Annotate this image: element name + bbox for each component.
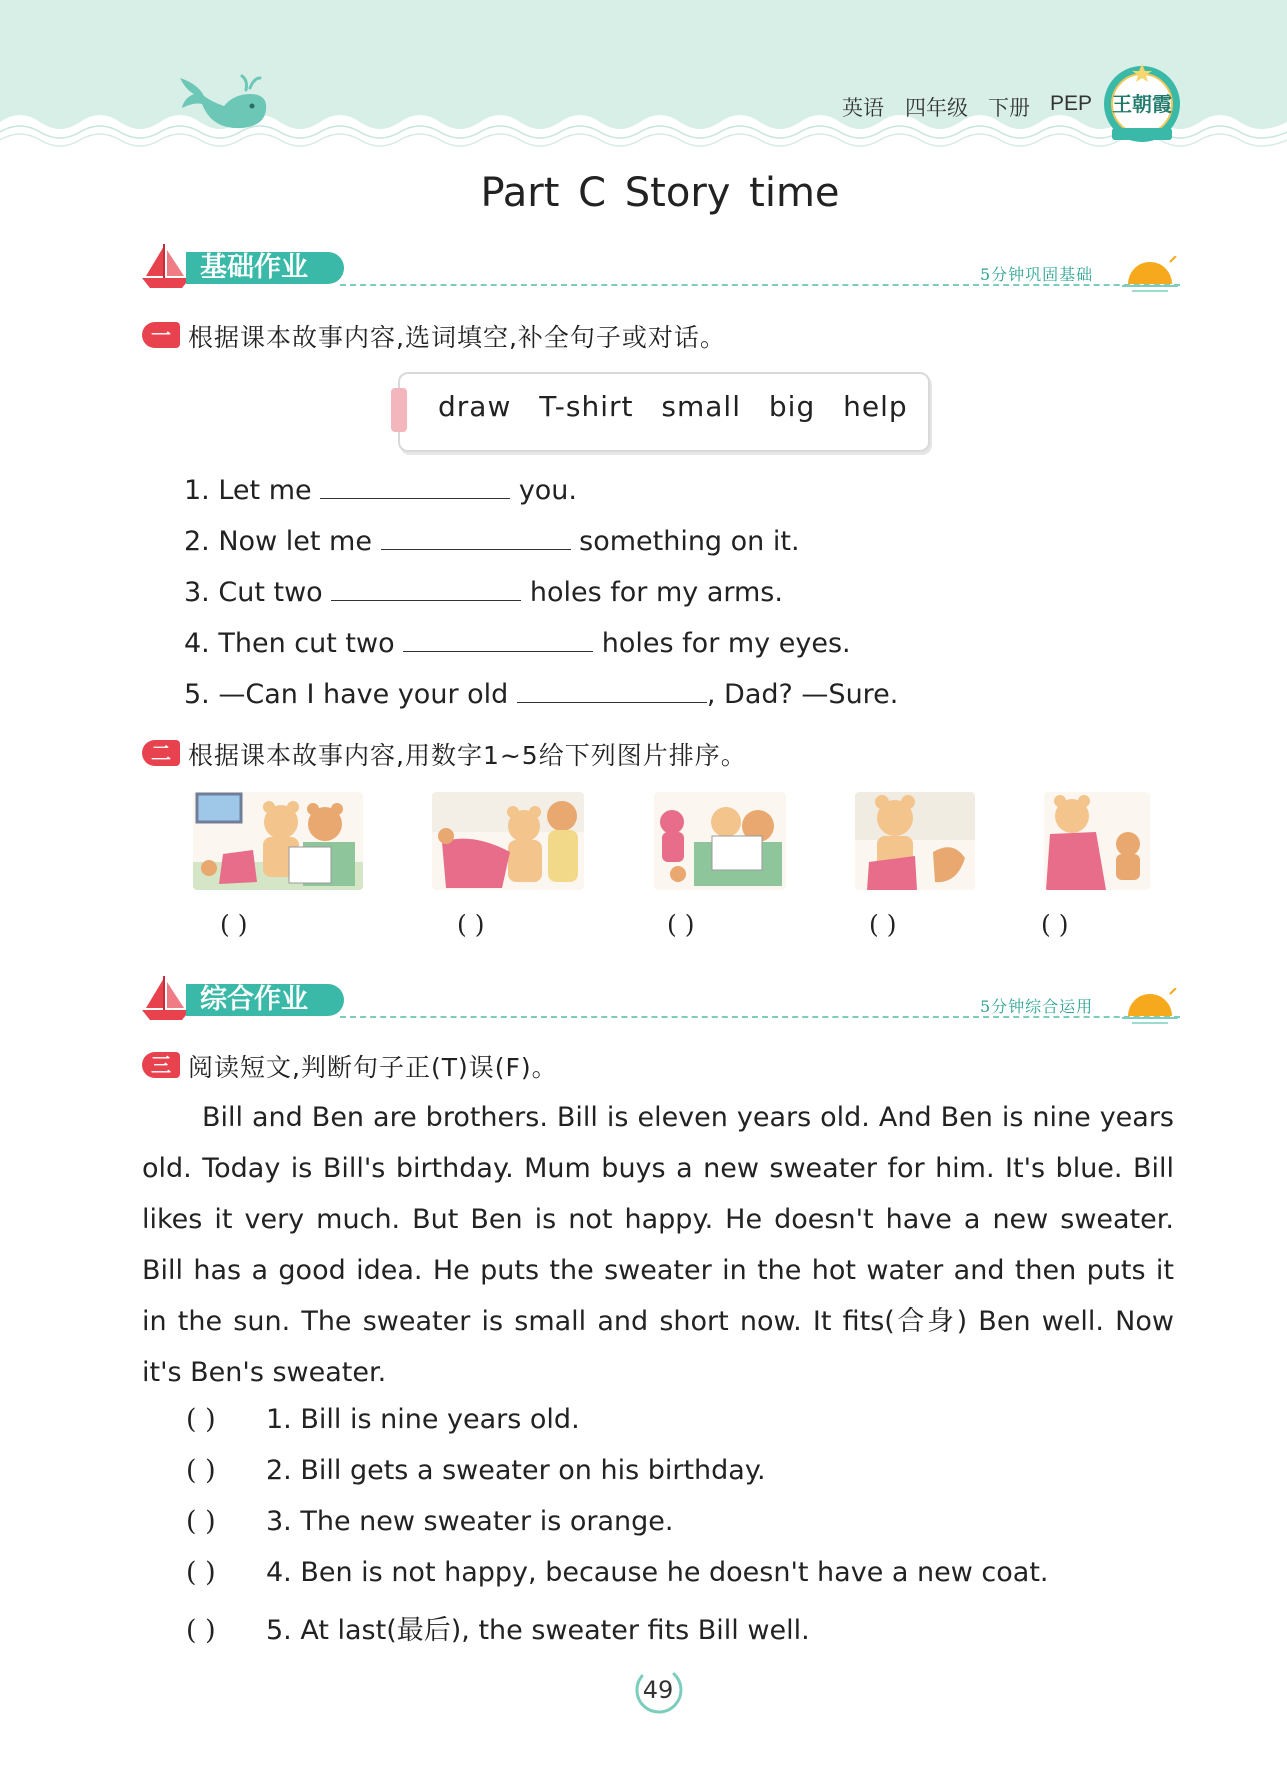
word-bank-tab — [391, 388, 407, 432]
sailboat-icon — [140, 242, 192, 290]
fill-item-text: Let me — [218, 475, 312, 506]
fill-item-text: something on it. — [579, 526, 800, 557]
fill-item-number: 4. — [184, 628, 210, 659]
sailboat-icon — [140, 974, 192, 1022]
fill-blank[interactable] — [320, 470, 510, 499]
fill-item-text: —Can I have your old — [218, 679, 509, 710]
sunrise-icon — [1122, 256, 1178, 294]
fill-item-1 — [184, 470, 577, 506]
true-false-statement: 4. Ben is not happy, because he doesn't have a new coat. — [266, 1557, 1049, 1588]
section-comprehensive-note: 5分钟综合运用 — [980, 997, 1094, 1016]
reading-passage: Bill and Ben are brothers. Bill is eleven years old. And Ben is nine years old. Today is Bill's birthday. Mum buys a new sweater for him. It's blue. Bill likes it very much. But Ben is not happy. He doesn't have a new sweater. Bill has a good idea. He puts the sweater in the hot water and then puts it in the sun. The sweater is small and short now. It fits(合身) Ben well. Now it's Ben's sweater. — [142, 1102, 1174, 1388]
true-false-statement: 5. At last(最后), the sweater fits Bill well. — [266, 1615, 810, 1646]
section-basic-note: 5分钟巩固基础 — [980, 265, 1094, 284]
sunrise-icon — [1122, 988, 1178, 1026]
fill-item-number: 1. — [184, 475, 210, 506]
word-bank-item: help — [843, 390, 908, 423]
word-bank-item: draw — [438, 390, 512, 423]
fill-item-text: holes for my eyes. — [601, 628, 851, 659]
fill-item-text: Cut two — [218, 577, 323, 608]
word-bank-item: small — [661, 390, 741, 423]
fill-item-text: , Dad? —Sure. — [706, 679, 899, 710]
header-grade: 四年级 — [905, 97, 968, 120]
fill-item-text: Now let me — [218, 526, 372, 557]
fill-blank[interactable] — [381, 521, 571, 550]
fill-item-text: holes for my arms. — [529, 577, 783, 608]
fill-item-text: you. — [518, 475, 578, 506]
header-edition: PEP — [1050, 92, 1093, 115]
fill-blank[interactable] — [331, 572, 521, 601]
fill-item-text: Then cut two — [218, 628, 395, 659]
fill-item-number: 3. — [184, 577, 210, 608]
picture-order-slot-2[interactable]: ( ) — [457, 910, 485, 939]
true-false-answer-slot[interactable]: ( ) — [186, 1615, 216, 1646]
picture-order-slot-5[interactable]: ( ) — [1041, 910, 1069, 939]
header-volume: 下册 — [988, 97, 1030, 120]
true-false-statement: 2. Bill gets a sweater on his birthday. — [266, 1455, 766, 1486]
page-title: Part C Story time — [480, 170, 840, 216]
story-picture-2 — [432, 792, 584, 890]
true-false-answer-slot[interactable]: ( ) — [186, 1557, 216, 1588]
true-false-answer-slot[interactable]: ( ) — [186, 1455, 216, 1486]
true-false-statement: 3. The new sweater is orange. — [266, 1506, 674, 1537]
true-false-item-1 — [186, 1404, 580, 1435]
fill-item-number: 2. — [184, 526, 210, 557]
true-false-item-5 — [186, 1608, 810, 1647]
question-1-instruction: 根据课本故事内容,选词填空,补全句子或对话。 — [188, 323, 726, 352]
fill-item-3 — [184, 572, 783, 608]
question-2-instruction: 根据课本故事内容,用数字1~5给下列图片排序。 — [188, 741, 747, 770]
brand-logo — [1100, 62, 1184, 146]
page-number: 49 — [642, 1676, 674, 1704]
header-subject: 英语 — [842, 97, 884, 120]
question-badge-1: 一 — [142, 322, 180, 348]
word-bank — [438, 390, 908, 423]
fill-blank[interactable] — [403, 623, 593, 652]
section-comprehensive-homework-label: 综合作业 — [186, 984, 344, 1016]
question-badge-3: 三 — [142, 1052, 180, 1078]
question-badge-2: 二 — [142, 740, 180, 766]
fill-item-2 — [184, 521, 800, 557]
section-basic-homework-label: 基础作业 — [186, 252, 344, 284]
whale-icon — [172, 72, 272, 134]
true-false-answer-slot[interactable]: ( ) — [186, 1404, 216, 1435]
story-picture-5 — [1044, 792, 1150, 890]
question-3-instruction: 阅读短文,判断句子正(T)误(F)。 — [188, 1053, 558, 1082]
word-bank-item: T-shirt — [539, 390, 634, 423]
true-false-answer-slot[interactable]: ( ) — [186, 1506, 216, 1537]
story-picture-1 — [193, 792, 363, 890]
fill-item-number: 5. — [184, 679, 210, 710]
true-false-item-2 — [186, 1455, 766, 1486]
picture-order-slot-4[interactable]: ( ) — [869, 910, 897, 939]
story-picture-4 — [855, 792, 975, 890]
brand-logo-text: 王朝霞 — [1112, 92, 1172, 116]
true-false-item-3 — [186, 1506, 673, 1537]
picture-order-slot-3[interactable]: ( ) — [667, 910, 695, 939]
story-picture-3 — [654, 792, 786, 890]
fill-item-5 — [184, 674, 898, 710]
true-false-item-4 — [186, 1557, 1049, 1588]
fill-blank[interactable] — [517, 674, 707, 703]
true-false-statement: 1. Bill is nine years old. — [266, 1404, 580, 1435]
picture-order-slot-1[interactable]: ( ) — [220, 910, 248, 939]
fill-item-4 — [184, 623, 851, 659]
word-bank-item: big — [768, 390, 816, 423]
